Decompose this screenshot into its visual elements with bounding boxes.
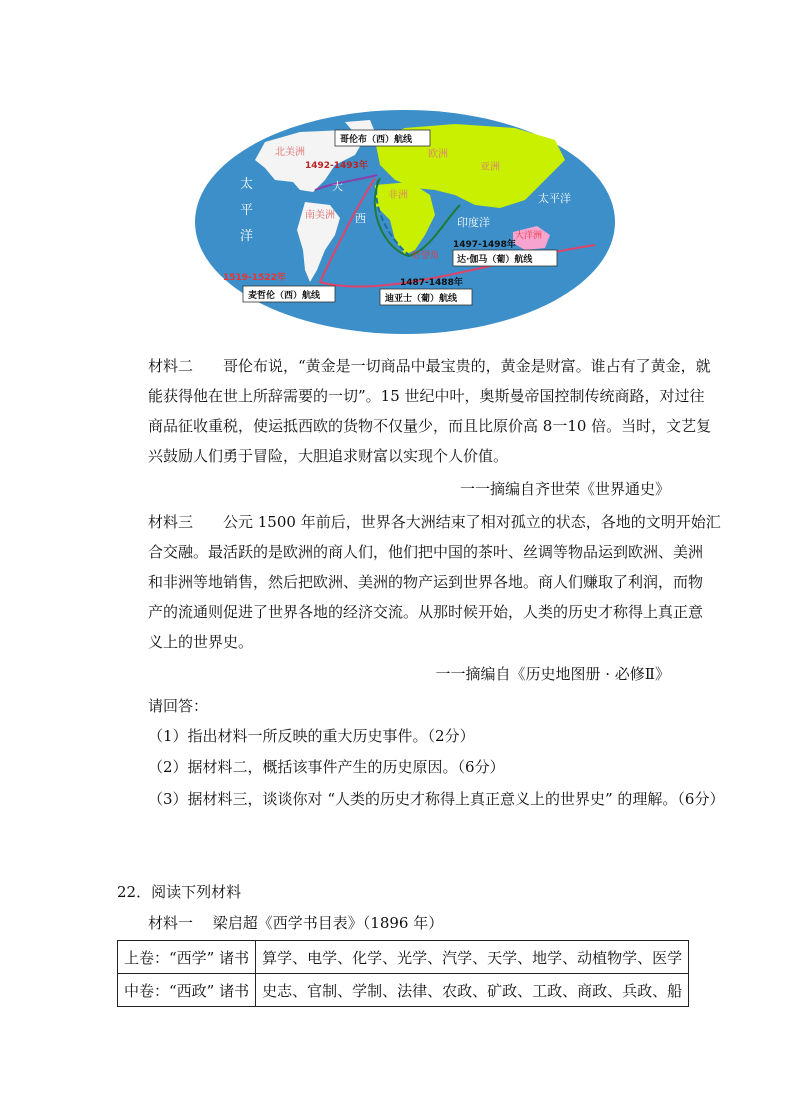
label-north-america: 北美洲: [275, 147, 305, 158]
q22-title: 22．阅读下列材料: [117, 883, 242, 901]
book-list-table: [117, 940, 689, 1007]
route-columbus: 哥伦布（西）航线: [340, 135, 413, 145]
label-atlantic-2: 西: [355, 212, 366, 225]
table-row: [118, 974, 689, 1007]
material3-line1: 材料三 公元 1500 年前后，世界各大洲结束了相对孤立的状态，各地的文明开始汇: [148, 513, 721, 531]
label-pacific-right: 太平洋: [538, 192, 571, 205]
material3-line5: 义上的世界史。: [148, 633, 254, 651]
material3-line3: 和非洲等地销售，然后把欧洲、美洲的物产运到世界各地。商人们赚取了利润，而物: [148, 573, 704, 591]
material2-line1: 材料二 哥伦布说，“黄金是一切商品中最宝贵的，黄金是财富。谁占有了黄金，就: [148, 357, 711, 375]
label-pacific-left-2: 平: [240, 203, 254, 218]
q22-material1: 材料一 梁启超《西学书目表》（1896 年）: [148, 914, 444, 932]
route-gama: 达·伽马（葡）航线: [457, 255, 533, 265]
material3-line2: 合交融。最活跃的是欧洲的商人们，他们把中国的茶叶、丝调等物品运到欧洲、美洲: [148, 543, 704, 561]
table-row: [118, 941, 689, 974]
label-asia: 亚洲: [480, 162, 500, 173]
material3-line4: 产的流通则促进了世界各地的经济交流。从那时候开始，人类的历史才称得上真正意: [148, 603, 704, 621]
question-1: （1）指出材料一所反映的重大历史事件。（2分）: [148, 727, 475, 745]
material2-line4: 兴鼓励人们勇于冒险，大胆追求财富以实现个人价值。: [148, 447, 509, 465]
material2-source: 一一摘编自齐世荣《世界通史》: [459, 480, 670, 498]
voyages-map: [195, 110, 615, 335]
label-africa: 非洲: [388, 190, 408, 201]
route-dias: 迪亚士（葡）航线: [385, 294, 458, 304]
questions-prompt: 请回答：: [148, 697, 209, 715]
label-cape: 好望角: [412, 251, 440, 261]
label-pacific-left-3: 洋: [240, 229, 254, 244]
label-indian-ocean: 印度洋: [457, 216, 490, 229]
material2-line2: 能获得他在世上所辞需要的一切”。15 世纪中叶，奥斯曼帝国控制传统商路，对过往: [148, 387, 705, 405]
label-south-america: 南美洲: [305, 210, 335, 221]
label-europe: 欧洲: [428, 149, 448, 160]
label-pacific-left-1: 太: [240, 177, 254, 192]
label-atlantic-1: 大: [332, 180, 343, 193]
year-magellan: 1519-1522年: [223, 273, 286, 283]
table-cell-value: 算学、电学、化学、光学、汽学、天学、地学、动植物学、医学: [256, 941, 689, 974]
route-magellan: 麦哲伦（西）航线: [248, 291, 321, 301]
table-cell-key: 上卷：“西学” 诸书: [118, 941, 256, 974]
label-oceania: 大洋洲: [515, 231, 543, 241]
question-3: （3）据材料三，谈谈你对 “人类的历史才称得上真正意义上的世界史” 的理解。（6分）: [148, 790, 725, 808]
question-2: （2）据材料二，概括该事件产生的历史原因。（6分）: [148, 758, 505, 776]
material2-line3: 商品征收重税，使运抵西欧的货物不仅量少，而且比原价高 8一10 倍。当时，文艺复: [148, 417, 712, 435]
voyages-map-svg: [195, 110, 615, 335]
year-gama: 1497-1498年: [453, 240, 516, 250]
material3-source: 一一摘编自《历史地图册 · 必修Ⅱ》: [435, 665, 670, 683]
table-cell-key: 中卷：“西政” 诸书: [118, 974, 256, 1007]
year-columbus: 1492-1493年: [305, 161, 368, 171]
table-cell-value: 史志、官制、学制、法律、农政、矿政、工政、商政、兵政、船: [256, 974, 689, 1007]
year-dias: 1487-1488年: [400, 278, 463, 288]
